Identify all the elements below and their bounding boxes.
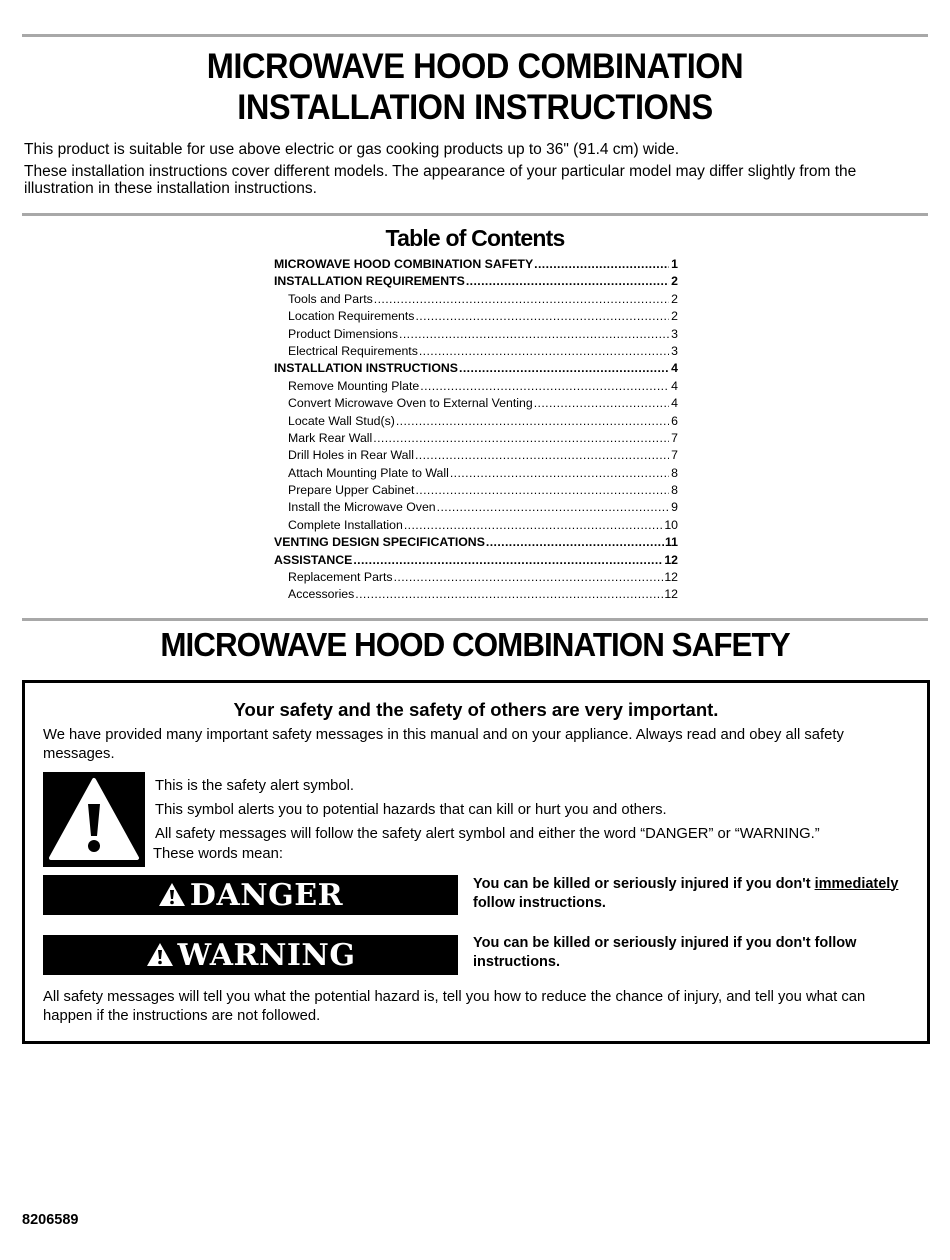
toc-leader-dots	[437, 499, 669, 516]
toc-entry-page: 4	[671, 378, 678, 393]
toc-entry-page: 2	[671, 291, 678, 306]
toc-entry-label: MICROWAVE HOOD COMBINATION SAFETY	[274, 257, 534, 271]
toc-leader-dots	[374, 291, 669, 308]
toc-leader-dots	[419, 343, 669, 360]
warning-label: WARNING	[177, 937, 356, 973]
symbol-line-4: These words mean:	[153, 846, 283, 862]
toc-leader-dots	[534, 395, 669, 412]
toc-entry-label: Drill Holes in Rear Wall	[288, 448, 414, 463]
toc-entry-page: 9	[671, 500, 678, 515]
toc-entry	[274, 447, 678, 464]
safety-alert-symbol-icon	[43, 772, 145, 867]
danger-description	[473, 875, 918, 913]
toc-entry-label: Convert Microwave Oven to External Venting	[288, 396, 533, 411]
toc-leader-dots	[399, 326, 669, 343]
safety-provided-text: We have provided many important safety messages in this manual and on your appliance. Always read and obey all safety messages.	[43, 727, 844, 762]
toc-leader-dots	[415, 482, 669, 499]
safety-heading: Your safety and the safety of others are very important.	[233, 699, 719, 720]
toc-entry-page: 7	[671, 430, 678, 445]
toc-entry	[274, 465, 678, 482]
danger-alert-icon	[158, 882, 186, 908]
toc-entry-page: 12	[664, 587, 678, 602]
part-number: 8206589	[22, 1212, 79, 1228]
toc-leader-dots	[420, 378, 669, 395]
safety-closing-text: All safety messages will tell you what the potential hazard is, tell you how to reduce the chance of injury, and tell you what can happen if the instructions are not followed.	[43, 989, 866, 1024]
toc-entry	[274, 430, 678, 447]
toc-entry	[274, 499, 678, 516]
toc-entry	[274, 534, 678, 551]
toc-entry-label: Tools and Parts	[288, 291, 373, 306]
danger-label: DANGER	[189, 877, 344, 913]
title-line-2: INSTALLATION INSTRUCTIONS	[237, 88, 713, 127]
toc-entry-label: Electrical Requirements	[288, 343, 418, 358]
toc-entry-page: 8	[671, 465, 678, 480]
toc-entry	[274, 308, 678, 325]
warning-signal-word	[43, 935, 458, 975]
safety-section-title: MICROWAVE HOOD COMBINATION SAFETY	[160, 626, 790, 663]
document-title	[33, 46, 917, 128]
toc-entry-page: 3	[671, 326, 678, 341]
toc-entry	[274, 395, 678, 412]
toc-entry-label: VENTING DESIGN SPECIFICATIONS	[274, 535, 485, 550]
toc-leader-dots	[486, 534, 664, 551]
toc-entry-label: Remove Mounting Plate	[288, 378, 420, 393]
toc-entry-page: 3	[671, 343, 678, 358]
intro-models: These installation instructions cover different models. The appearance of your particular model may differ slightly from the illustration in these installation instructions.	[24, 163, 857, 197]
toc-entry-page: 12	[664, 552, 678, 567]
warning-description: You can be killed or seriously injured if you don't follow instructions.	[473, 935, 857, 970]
toc-entry-label: INSTALLATION INSTRUCTIONS	[274, 361, 458, 376]
intro-rule	[22, 213, 928, 216]
toc-entry-label: INSTALLATION REQUIREMENTS	[274, 274, 465, 289]
toc-leader-dots	[459, 360, 669, 377]
intro-suitability: This product is suitable for use above electric or gas cooking products up to 36" (91.4 cm) wide.	[24, 141, 680, 158]
toc-entry-label: Replacement Parts	[288, 570, 393, 585]
toc-leader-dots	[466, 273, 669, 290]
toc-title: Table of Contents	[385, 225, 565, 251]
toc-entry-page: 12	[664, 570, 678, 585]
toc-entry-label: Complete Installation	[288, 517, 403, 532]
toc-entry-page: 2	[671, 274, 678, 289]
toc-entry-label: Mark Rear Wall	[288, 430, 373, 445]
toc-entry-label: Product Dimensions	[288, 326, 399, 341]
toc-leader-dots	[396, 413, 669, 430]
toc-leader-dots	[450, 465, 669, 482]
title-line-1: MICROWAVE HOOD COMBINATION	[206, 47, 744, 86]
toc-entry-label: Install the Microwave Oven	[288, 500, 436, 515]
toc-entry	[274, 291, 678, 308]
toc-leader-dots	[415, 308, 669, 325]
toc-leader-dots	[415, 447, 669, 464]
toc-entry-page: 4	[671, 396, 678, 411]
danger-desc-b: follow instructions.	[473, 895, 606, 911]
warning-alert-icon	[146, 942, 174, 968]
toc-entry-page: 1	[671, 257, 678, 271]
toc-entry	[274, 569, 678, 586]
toc-entry	[274, 517, 678, 534]
danger-desc-a: You can be killed or seriously injured if you don't	[473, 876, 815, 892]
toc-entry	[274, 482, 678, 499]
toc-entry-page: 10	[664, 517, 678, 532]
toc-leader-dots	[353, 552, 663, 569]
toc-entry	[274, 326, 678, 343]
symbol-line-2: This symbol alerts you to potential hazards that can kill or hurt you and others.	[155, 802, 667, 818]
danger-signal-word	[43, 875, 458, 915]
safety-box	[22, 680, 930, 1044]
toc-entry-label: Prepare Upper Cabinet	[288, 483, 415, 498]
toc-entry	[274, 586, 678, 603]
toc-rule	[22, 618, 928, 621]
toc-entry-label: Attach Mounting Plate to Wall	[288, 465, 449, 480]
toc-entry-page: 4	[671, 361, 678, 376]
toc-entry-page: 11	[665, 535, 678, 550]
toc-entry-page: 2	[671, 309, 678, 324]
toc-entry	[274, 360, 678, 377]
toc-entry	[274, 378, 678, 395]
toc-entry-page: 6	[671, 413, 678, 428]
symbol-line-3: All safety messages will follow the safety alert symbol and either the word “DANGER” or “WARNING.”	[155, 826, 820, 842]
toc-entry-label: ASSISTANCE	[274, 552, 353, 567]
toc-entry	[274, 413, 678, 430]
toc-leader-dots	[355, 586, 663, 603]
danger-desc-emphasis: immediately	[814, 876, 899, 892]
toc-leader-dots	[404, 517, 663, 534]
table-of-contents	[274, 256, 678, 604]
toc-entry-page: 8	[671, 483, 678, 498]
toc-leader-dots	[534, 256, 669, 273]
symbol-line-1: This is the safety alert symbol.	[155, 778, 355, 794]
toc-entry-label: Locate Wall Stud(s)	[288, 413, 395, 428]
toc-leader-dots	[394, 569, 664, 586]
toc-leader-dots	[373, 430, 669, 447]
toc-entry	[274, 256, 678, 273]
toc-entry	[274, 273, 678, 290]
toc-entry-label: Accessories	[288, 587, 355, 602]
toc-entry	[274, 552, 678, 569]
toc-entry-label: Location Requirements	[288, 309, 415, 324]
toc-entry	[274, 343, 678, 360]
top-rule	[22, 34, 928, 37]
toc-entry-page: 7	[671, 448, 678, 463]
